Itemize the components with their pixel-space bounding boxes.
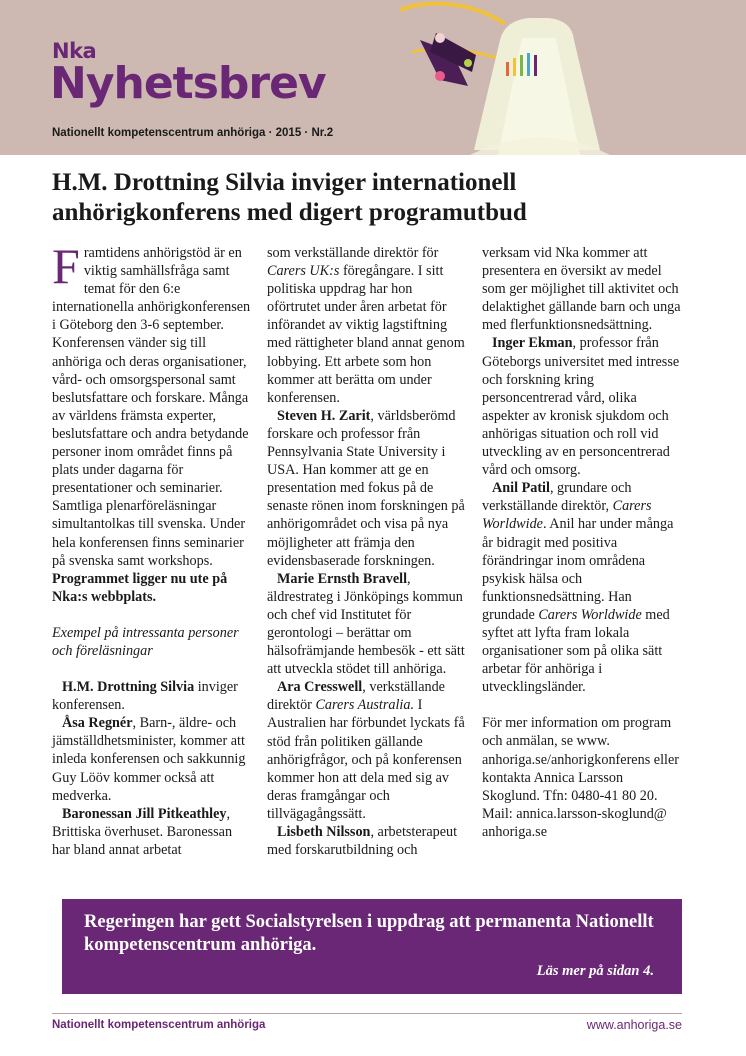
- text-run-italic: Carers Australia.: [315, 697, 415, 714]
- speaker-desc: inviger konferensen.: [52, 679, 238, 714]
- text-run-italic: Carers UK:s: [267, 263, 340, 280]
- footer-organization: Nationellt kompetenscentrum anhöriga: [52, 1019, 266, 1031]
- speaker-name: Lisbeth Nilsson: [277, 824, 371, 840]
- speaker-name: Inger Ekman: [492, 335, 573, 352]
- brand-logo-nka: Nka: [52, 39, 97, 63]
- speaker-zarit: [267, 407, 467, 570]
- speaker-patil: [482, 479, 682, 696]
- article-column-1: [52, 238, 252, 859]
- text-run: I Australien har förbundet lyckats få stöd från politiken gällande anhörigfrågor, och på konferensen kommer hon att dela med sig av deras framgångar och tillvägagångssätt.: [267, 697, 465, 822]
- speaker-name: Steven H. Zarit: [277, 407, 371, 424]
- examples-heading: Exempel på intressanta personer och föreläsningar: [52, 624, 239, 659]
- newsletter-title: Nyhetsbrev: [50, 58, 326, 109]
- headline-line-1: H.M. Drottning Silvia inviger internationell: [52, 169, 517, 196]
- speaker-name: Marie Ernsth Bravell: [277, 570, 408, 587]
- speaker-name: H.M. Drottning Silvia: [62, 679, 195, 696]
- article-column-2: [267, 244, 467, 859]
- intro-text: ramtidens anhörigstöd är en viktig samhällsfråga samt temat för den 6:e internationella anhörigkonferensen i Göteborg den 3-6 september. Konferensen vänder sig till anhöriga och deras organisationer, vård- och omsorgspersonal samt beslutsfattare och forskare. Många av världens främsta experter, beslutsfattare och andra betydande personer inom området finns på plats under dagarna för presentationer och seminarier. Samtliga plenarföreläsningar simultantolkas till svenska. Under hela konferensen finns seminarier på svenska samt workshops.: [52, 245, 251, 569]
- speaker-asa-regner: [52, 714, 252, 804]
- speaker-desc: , Brittiska överhuset. Baronessan har bland annat arbetat: [52, 805, 233, 858]
- issue-subline: Nationellt kompetenscentrum anhöriga · 2015 · Nr.2: [52, 127, 334, 139]
- program-link-text: Programmet ligger nu ute på Nka:s webbplats.: [52, 570, 228, 605]
- speaker-jill-pitkeathley: [52, 805, 252, 859]
- speaker-nilsson-continued: verksam vid Nka kommer att presentera en översikt av medel som ger möjlighet till aktivitet och delaktighet gällande barn och unga med flerfunktionsnedsättning.: [482, 245, 681, 334]
- text-run: , grundare och verkställande direktör,: [482, 480, 632, 515]
- headline-line-2: anhörigkonferens med digert programutbud: [52, 199, 527, 226]
- text-run-italic: Carers Worldwide: [538, 606, 642, 623]
- text-run: . Anil har under många år bidragit med positiva förändringar inom områdena psykisk hälsa och funktionsnedsättning. Han grundade: [482, 516, 674, 623]
- drop-cap: F: [52, 238, 80, 294]
- article-headline: [52, 168, 692, 228]
- speaker-name: Ara Cresswell: [277, 679, 363, 696]
- speaker-nilsson: [267, 823, 467, 859]
- article-column-3: [482, 244, 682, 841]
- speaker-desc: , äldrestrateg i Jönköpings kommun och chef vid Institutet för gerontologi – berättar om hälsofrämjande hembesök - ett sätt att utveckla stödet till anhöriga.: [267, 570, 465, 678]
- speaker-silvia: [52, 678, 252, 714]
- speaker-name: Anil Patil: [492, 480, 550, 497]
- speaker-desc: , Barn-, äldre- och jämställdhetsminister, kommer att inleda konferensen och sakkunnig Guy Lööv kommer också att medverka.: [52, 715, 246, 804]
- masthead: [0, 0, 746, 155]
- speaker-ekman: [482, 334, 682, 479]
- intro-paragraph: [52, 238, 252, 606]
- text-run: med syftet att lyfta fram lokala organisationer som på olika sätt arbetar för anhöriga i utvecklingsländer.: [482, 606, 670, 696]
- footer-website-link[interactable]: www.anhoriga.se: [586, 1018, 682, 1032]
- footer-divider: [52, 1013, 682, 1014]
- speaker-bravell: [267, 570, 467, 679]
- speaker-desc: , arbetsterapeut med forskarutbildning och: [267, 824, 458, 859]
- read-more-link[interactable]: Läs mer på sidan 4.: [536, 963, 654, 979]
- speaker-jill-continued: [267, 244, 467, 407]
- speaker-name: Åsa Regnér: [62, 715, 133, 732]
- speaker-desc: , professor från Göteborgs universitet med intresse och forskning kring personcentrerad vård, olika aspekter av kronisk sjukdom och anhörigas situation och roll vid utveckling av en personcentrerad vård och omsorg.: [482, 335, 680, 479]
- text-run: som verkställande direktör för: [267, 245, 439, 261]
- speaker-cresswell: [267, 678, 467, 823]
- text-run: , verkställande direktör: [267, 679, 445, 714]
- text-run-italic: Carers Worldwide: [482, 498, 652, 533]
- speaker-name: Baronessan Jill Pitkeathley: [62, 805, 227, 822]
- banner-text: Regeringen har gett Socialstyrelsen i uppdrag att permanenta Nationellt kompetenscentrum anhöriga.: [84, 912, 654, 955]
- text-run: föregångare. I sitt politiska uppdrag har hon oförtrutet under åren arbetat för införandet av viktig lagstiftning med rättigheter bland annat genom lobbying. Ett arbete som hon kommer att berätta om under konferensen.: [267, 263, 465, 406]
- news-banner: [62, 899, 682, 994]
- contact-info: För mer information om program och anmälan, se www. anhoriga.se/anhorigkonferens eller kontakta Annica Larsson Skoglund. Tfn: 0480-41 80 20. Mail: annica.larsson-skoglund@ anhoriga.se: [482, 715, 679, 840]
- speaker-desc: , världsberömd forskare och professor från Pennsylvania State University i USA. Han kommer att ge en presentation med fokus på de senaste rönen inom forskningen på anhörigområdet och visa på nya möjligheter att främja den evidensbaserade forskningen.: [267, 407, 465, 569]
